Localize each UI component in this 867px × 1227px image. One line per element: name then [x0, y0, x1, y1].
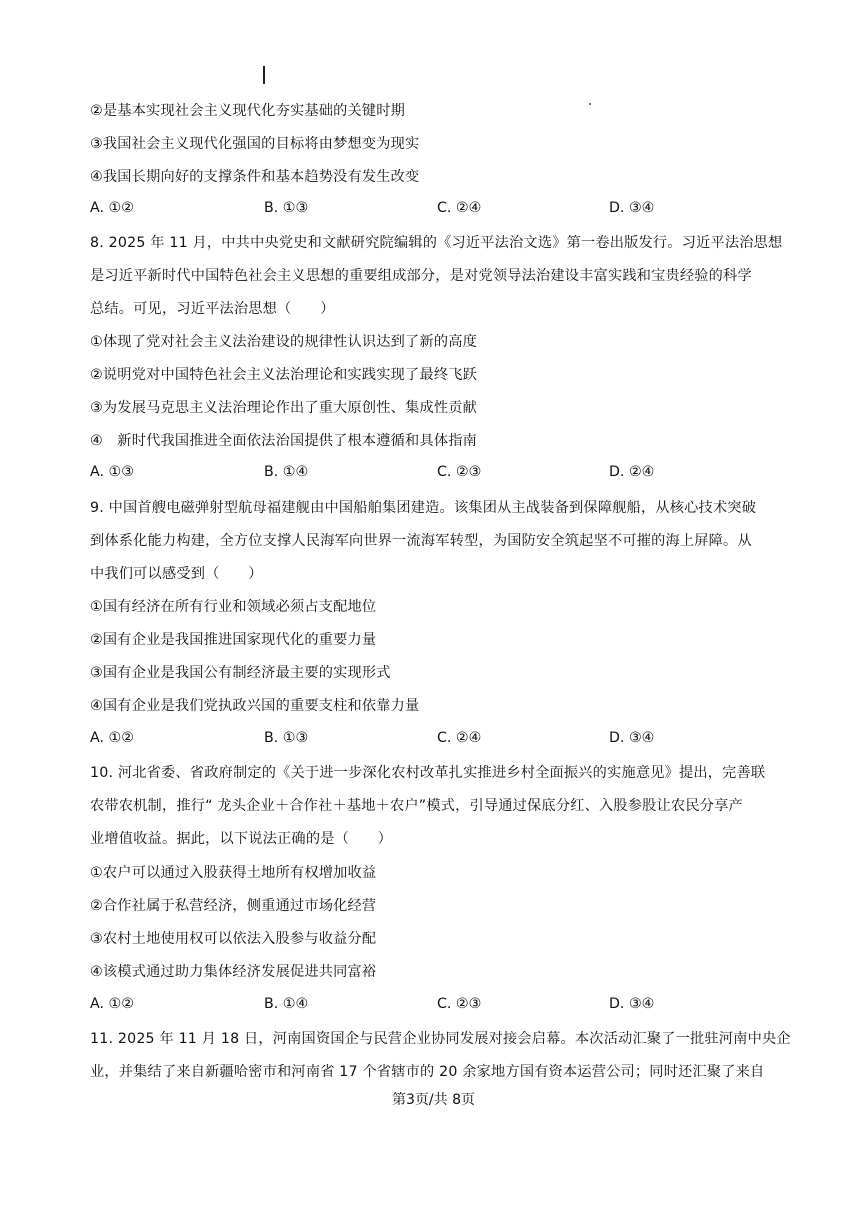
q10-option-4: ④该模式通过助力集体经济发展促进共同富裕	[90, 964, 377, 980]
q11-stem-line-2: 业，并集结了来自新疆哈密市和河南省 17 个省辖市的 20 余家地方国有资本运营公司；同时还汇聚了来自	[90, 1064, 765, 1080]
q8-option-4: ④ 新时代我国推进全面依法治国提供了根本遵循和具体指南	[90, 433, 477, 449]
q10-option-3: ③农村土地使用权可以依法入股参与收益分配	[90, 931, 377, 947]
q10-choices	[90, 996, 790, 1016]
q8-choice-c: C. ②③	[437, 464, 482, 480]
q8-option-1: ①体现了党对社会主义法治建设的规律性认识达到了新的高度	[90, 334, 477, 350]
q10-stem-line-1: 10. 河北省委、省政府制定的《关于进一步深化农村改革扎实推进乡村全面振兴的实施意见》提出，完善联	[90, 765, 766, 781]
q9-stem-line-2: 到体系化能力构建，全方位支撑人民海军向世界一流海军转型，为国防安全筑起坚不可摧的海上屏障。从	[90, 533, 752, 549]
q9-option-1: ①国有经济在所有行业和领域必须占支配地位	[90, 599, 377, 615]
q9-choice-d: D. ③④	[609, 730, 655, 746]
q10-stem-line-3: 业增值收益。据此，以下说法正确的是（ ）	[90, 831, 393, 847]
q9-choice-a: A. ①②	[90, 730, 134, 746]
q9-choices	[90, 730, 790, 750]
q11-stem-line-1: 11. 2025 年 11 月 18 日，河南国资国企与民营企业协同发展对接会启幕。本次活动汇聚了一批驻河南中央企	[90, 1031, 791, 1047]
q8-stem-line-2: 是习近平新时代中国特色社会主义思想的重要组成部分，是对党领导法治建设丰富实践和宝贵经验的科学	[90, 268, 752, 284]
q8-choice-d: D. ②④	[609, 464, 655, 480]
q8-stem-line-1: 8. 2025 年 11 月，中共中央党史和文献研究院编辑的《习近平法治文选》第一卷出版发行。习近平法治思想	[90, 235, 783, 251]
q9-option-2: ②国有企业是我国推进国家现代化的重要力量	[90, 632, 377, 648]
q7-option-3: ③我国社会主义现代化强国的目标将由梦想变为现实	[90, 136, 420, 152]
q8-option-3: ③为发展马克思主义法治理论作出了重大原创性、集成性贡献	[90, 400, 477, 416]
q9-choice-c: C. ②④	[437, 730, 482, 746]
q8-stem-line-3: 总结。可见，习近平法治思想（ ）	[90, 301, 335, 317]
q9-stem-line-1: 9. 中国首艘电磁弹射型航母福建舰由中国船舶集团建造。该集团从主战装备到保障舰船，从核心技术突破	[90, 500, 757, 516]
crop-mark	[263, 66, 265, 84]
q10-choice-a: A. ①②	[90, 996, 134, 1012]
q8-option-2: ②说明党对中国特色社会主义法治理论和实践实现了最终飞跃	[90, 367, 477, 383]
page-footer: 第3页/共 8页	[392, 1092, 475, 1108]
q9-option-4: ④国有企业是我们党执政兴国的重要支柱和依靠力量	[90, 698, 420, 714]
q10-choice-c: C. ②③	[437, 996, 482, 1012]
q8-choices	[90, 464, 790, 484]
q9-stem-line-3: 中我们可以感受到（ ）	[90, 566, 263, 582]
q9-option-3: ③国有企业是我国公有制经济最主要的实现形式	[90, 665, 391, 681]
q10-stem-line-2: 农带农机制，推行“ 龙头企业＋合作社＋基地＋农户”模式，引导通过保底分红、入股参股让农民分享产	[90, 798, 743, 814]
q9-choice-b: B. ①③	[264, 730, 309, 746]
q7-choices	[90, 200, 790, 220]
q7-choice-d: D. ③④	[609, 200, 655, 216]
q10-choice-d: D. ③④	[609, 996, 655, 1012]
q7-choice-c: C. ②④	[437, 200, 482, 216]
q7-option-2: ②是基本实现社会主义现代化夯实基础的关键时期	[90, 103, 406, 119]
scan-speck	[589, 103, 591, 105]
q10-option-2: ②合作社属于私营经济，侧重通过市场化经营	[90, 898, 377, 914]
q8-choice-b: B. ①④	[264, 464, 309, 480]
q7-choice-b: B. ①③	[264, 200, 309, 216]
q7-choice-a: A. ①②	[90, 200, 134, 216]
q10-choice-b: B. ①④	[264, 996, 309, 1012]
q10-option-1: ①农户可以通过入股获得土地所有权增加收益	[90, 865, 377, 881]
q8-choice-a: A. ①③	[90, 464, 134, 480]
q7-option-4: ④我国长期向好的支撑条件和基本趋势没有发生改变	[90, 169, 420, 185]
